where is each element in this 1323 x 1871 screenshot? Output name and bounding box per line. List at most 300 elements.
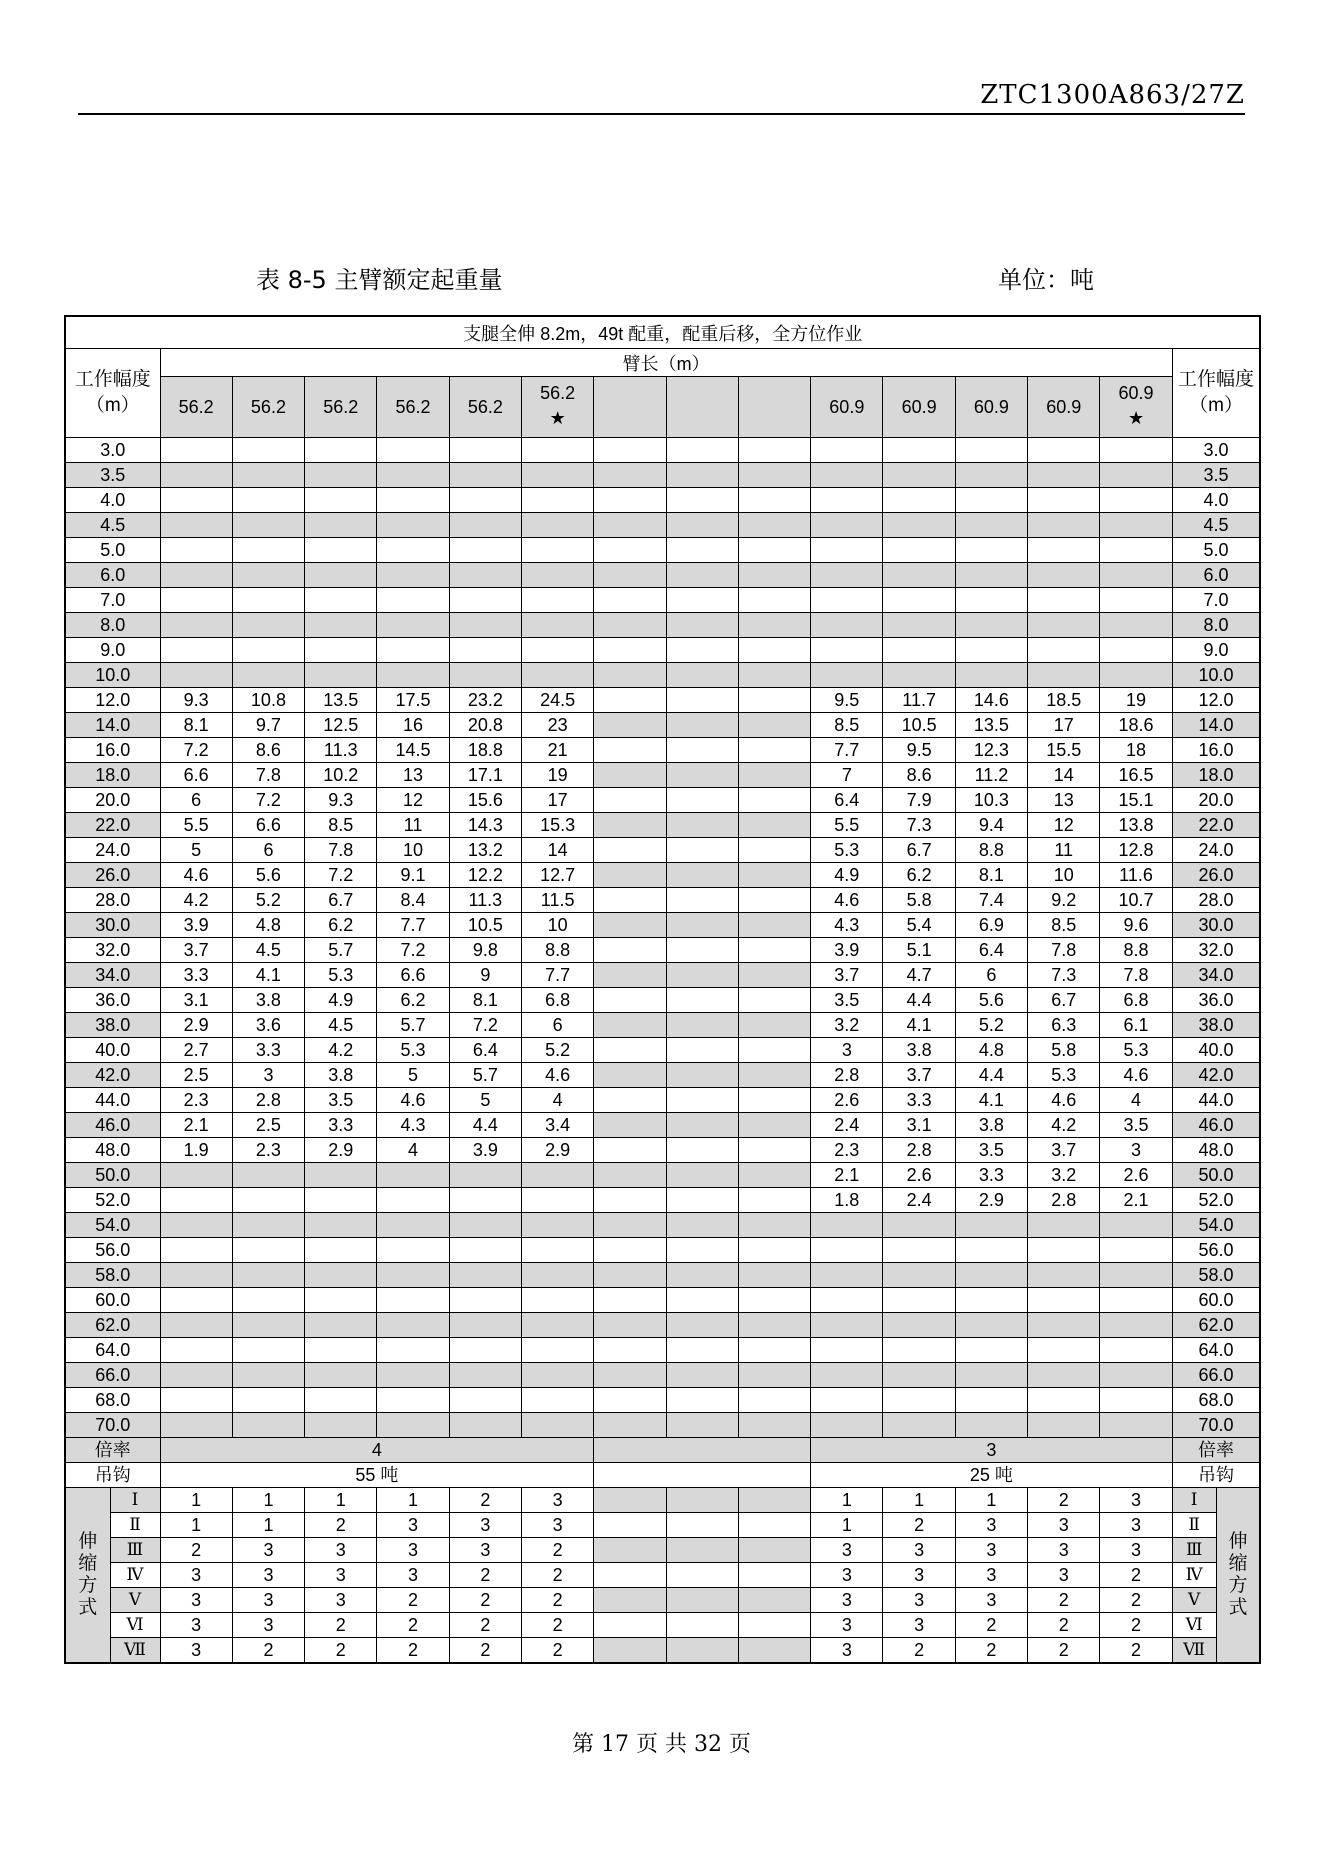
capacity-cell: [594, 613, 666, 638]
capacity-cell: 4.4: [449, 1113, 521, 1138]
radius-cell-right: 60.0: [1172, 1288, 1260, 1313]
boom-length-cell: [811, 377, 883, 438]
capacity-cell: 13: [1028, 788, 1100, 813]
radius-cell-left: 66.0: [65, 1363, 160, 1388]
capacity-cell: 12: [1028, 813, 1100, 838]
capacity-cell: [738, 1163, 810, 1188]
radius-cell-right: 42.0: [1172, 1063, 1260, 1088]
capacity-cell: [1100, 1413, 1172, 1438]
capacity-cell: 3: [1100, 1138, 1172, 1163]
radius-cell-left: 6.0: [65, 563, 160, 588]
telescoping-cell: 2: [1100, 1613, 1172, 1638]
capacity-cell: 8.5: [305, 813, 377, 838]
telescoping-cell: 3: [305, 1588, 377, 1613]
table-row: [65, 538, 1260, 563]
capacity-cell: [232, 463, 304, 488]
radius-cell-right: 40.0: [1172, 1038, 1260, 1063]
capacity-cell: 5.8: [883, 888, 955, 913]
telescoping-cell: 3: [1100, 1538, 1172, 1563]
radius-cell-left: 4.0: [65, 488, 160, 513]
radius-cell-left: 14.0: [65, 713, 160, 738]
radius-cell-right: 68.0: [1172, 1388, 1260, 1413]
capacity-cell: [738, 763, 810, 788]
capacity-cell: [449, 1338, 521, 1363]
capacity-cell: 5.3: [377, 1038, 449, 1063]
table-row: [65, 788, 1260, 813]
radius-cell-right: 50.0: [1172, 1163, 1260, 1188]
star-icon: ★: [549, 407, 566, 428]
capacity-cell: 5.3: [1100, 1038, 1172, 1063]
radius-cell-right: 66.0: [1172, 1363, 1260, 1388]
capacity-cell: [955, 1413, 1027, 1438]
telescoping-cell: 2: [305, 1513, 377, 1538]
hook-label: 吊钩: [65, 1463, 160, 1488]
capacity-cell: [377, 638, 449, 663]
capacity-cell: 2.3: [232, 1138, 304, 1163]
table-row: [65, 763, 1260, 788]
capacity-cell: [738, 688, 810, 713]
telescoping-cell: 2: [883, 1638, 955, 1664]
capacity-cell: [1100, 538, 1172, 563]
radius-cell-left: 3.5: [65, 463, 160, 488]
capacity-cell: [594, 1238, 666, 1263]
capacity-cell: 4: [377, 1138, 449, 1163]
telescoping-cell: 2: [449, 1563, 521, 1588]
capacity-cell: [738, 663, 810, 688]
capacity-cell: 5.2: [232, 888, 304, 913]
boom-length-value: 56.2: [250, 396, 286, 417]
capacity-cell: [738, 1188, 810, 1213]
star-icon: ★: [1127, 407, 1145, 428]
telescoping-cell: 2: [305, 1638, 377, 1664]
capacity-cell: [232, 1263, 304, 1288]
section-label-left: Ⅲ: [110, 1538, 160, 1563]
capacity-cell: 7.8: [1028, 938, 1100, 963]
telescoping-cell: 3: [232, 1563, 304, 1588]
telescoping-cell: 3: [305, 1538, 377, 1563]
boom-length-cell: [449, 377, 521, 438]
telescoping-cell: [666, 1538, 738, 1563]
capacity-cell: [666, 938, 738, 963]
capacity-cell: [955, 463, 1027, 488]
capacity-cell: [955, 1338, 1027, 1363]
table-row: [65, 1363, 1260, 1388]
capacity-cell: 10.3: [955, 788, 1027, 813]
radius-cell-left: 10.0: [65, 663, 160, 688]
capacity-cell: [449, 1313, 521, 1338]
capacity-cell: 6.7: [1028, 988, 1100, 1013]
telescoping-cell: 3: [449, 1538, 521, 1563]
capacity-cell: [305, 1188, 377, 1213]
radius-cell-right: 6.0: [1172, 563, 1260, 588]
capacity-cell: [160, 1263, 232, 1288]
capacity-cell: [594, 988, 666, 1013]
telescoping-cell: 3: [811, 1613, 883, 1638]
capacity-cell: [738, 838, 810, 863]
section-label-right: Ⅴ: [1172, 1588, 1216, 1613]
capacity-cell: [305, 1313, 377, 1338]
table-row: [65, 1188, 1260, 1213]
capacity-cell: 6.4: [811, 788, 883, 813]
table-row: [65, 1113, 1260, 1138]
radius-cell-left: 4.5: [65, 513, 160, 538]
telescoping-cell: 3: [377, 1563, 449, 1588]
capacity-cell: [521, 588, 593, 613]
table-row: [65, 588, 1260, 613]
capacity-cell: [594, 638, 666, 663]
capacity-cell: 8.1: [449, 988, 521, 1013]
capacity-cell: [594, 488, 666, 513]
capacity-cell: [377, 1413, 449, 1438]
telescoping-cell: 2: [232, 1638, 304, 1664]
capacity-cell: [955, 588, 1027, 613]
capacity-cell: 6: [160, 788, 232, 813]
capacity-cell: 4: [521, 1088, 593, 1113]
capacity-cell: [666, 1388, 738, 1413]
capacity-cell: [594, 1288, 666, 1313]
telescoping-cell: 2: [1028, 1638, 1100, 1664]
capacity-cell: 6.9: [955, 913, 1027, 938]
section-label-left: Ⅱ: [110, 1513, 160, 1538]
capacity-cell: [1100, 638, 1172, 663]
boom-length-value: 60.9: [1046, 396, 1082, 417]
capacity-cell: [1100, 1313, 1172, 1338]
table-row: [65, 563, 1260, 588]
telescoping-row: [65, 1513, 1260, 1538]
telescoping-cell: 3: [1100, 1513, 1172, 1538]
capacity-cell: [955, 1363, 1027, 1388]
telescoping-cell: [738, 1488, 810, 1513]
telescoping-cell: 3: [232, 1613, 304, 1638]
capacity-cell: [1028, 1288, 1100, 1313]
table-row: [65, 1413, 1260, 1438]
capacity-cell: 13.2: [449, 838, 521, 863]
table-row: [65, 1288, 1260, 1313]
capacity-cell: [160, 1163, 232, 1188]
telescoping-cell: 2: [521, 1563, 593, 1588]
table-row: [65, 988, 1260, 1013]
capacity-cell: [449, 488, 521, 513]
capacity-cell: 2.8: [811, 1063, 883, 1088]
capacity-cell: [883, 1338, 955, 1363]
capacity-cell: 10.7: [1100, 888, 1172, 913]
capacity-cell: 5.6: [955, 988, 1027, 1013]
capacity-cell: 4.1: [883, 1013, 955, 1038]
telescoping-cell: 3: [811, 1563, 883, 1588]
capacity-cell: [1028, 613, 1100, 638]
capacity-cell: [738, 1238, 810, 1263]
capacity-cell: 10.5: [449, 913, 521, 938]
radius-cell-left: 32.0: [65, 938, 160, 963]
radius-cell-right: 36.0: [1172, 988, 1260, 1013]
radius-cell-left: 44.0: [65, 1088, 160, 1113]
capacity-cell: [160, 1338, 232, 1363]
capacity-cell: [521, 438, 593, 463]
capacity-cell: [377, 1288, 449, 1313]
capacity-cell: [521, 488, 593, 513]
radius-cell-right: 9.0: [1172, 638, 1260, 663]
telescoping-cell: [666, 1638, 738, 1664]
capacity-cell: [377, 663, 449, 688]
radius-cell-right: 56.0: [1172, 1238, 1260, 1263]
capacity-cell: [594, 1213, 666, 1238]
capacity-cell: [1028, 1363, 1100, 1388]
radius-header-left: 工作幅度（m）: [65, 349, 160, 438]
capacity-cell: 3.3: [232, 1038, 304, 1063]
section-label-right: Ⅶ: [1172, 1638, 1216, 1664]
capacity-cell: 7.2: [377, 938, 449, 963]
capacity-cell: [666, 863, 738, 888]
capacity-cell: 6.8: [521, 988, 593, 1013]
capacity-cell: [160, 1188, 232, 1213]
capacity-cell: [738, 563, 810, 588]
capacity-cell: [1028, 438, 1100, 463]
telescoping-cell: [738, 1538, 810, 1563]
capacity-cell: [594, 538, 666, 563]
capacity-cell: [594, 1263, 666, 1288]
capacity-cell: [305, 1288, 377, 1313]
capacity-cell: 7.2: [232, 788, 304, 813]
capacity-cell: 8.6: [883, 763, 955, 788]
table-row: [65, 938, 1260, 963]
capacity-cell: 3.5: [811, 988, 883, 1013]
capacity-cell: [738, 788, 810, 813]
capacity-cell: [232, 1163, 304, 1188]
radius-cell-left: 3.0: [65, 438, 160, 463]
capacity-cell: 7.2: [305, 863, 377, 888]
telescoping-cell: 3: [1100, 1488, 1172, 1513]
table-row: [65, 1063, 1260, 1088]
capacity-cell: [232, 1388, 304, 1413]
radius-cell-left: 28.0: [65, 888, 160, 913]
radius-cell-right: 48.0: [1172, 1138, 1260, 1163]
radius-cell-left: 36.0: [65, 988, 160, 1013]
capacity-cell: 2.6: [883, 1163, 955, 1188]
capacity-cell: [666, 613, 738, 638]
radius-cell-right: 7.0: [1172, 588, 1260, 613]
capacity-cell: [377, 1263, 449, 1288]
capacity-cell: 8.4: [377, 888, 449, 913]
table-row: [65, 513, 1260, 538]
table-row: [65, 663, 1260, 688]
capacity-cell: 3: [811, 1038, 883, 1063]
telescoping-cell: 2: [1028, 1488, 1100, 1513]
capacity-cell: [811, 1238, 883, 1263]
radius-cell-right: 38.0: [1172, 1013, 1260, 1038]
capacity-cell: [666, 563, 738, 588]
capacity-cell: [232, 1213, 304, 1238]
capacity-cell: [377, 1388, 449, 1413]
radius-header-right: 工作幅度（m）: [1172, 349, 1260, 438]
capacity-cell: [377, 1363, 449, 1388]
capacity-cell: [738, 1213, 810, 1238]
capacity-cell: [594, 1063, 666, 1088]
capacity-cell: [666, 1213, 738, 1238]
capacity-cell: 15.1: [1100, 788, 1172, 813]
capacity-cell: 4.8: [232, 913, 304, 938]
capacity-cell: [955, 563, 1027, 588]
capacity-cell: 9.4: [955, 813, 1027, 838]
telescoping-cell: [594, 1588, 666, 1613]
capacity-cell: [738, 938, 810, 963]
capacity-cell: [955, 638, 1027, 663]
radius-cell-left: 62.0: [65, 1313, 160, 1338]
capacity-cell: [449, 613, 521, 638]
radius-cell-left: 54.0: [65, 1213, 160, 1238]
capacity-cell: [1100, 1338, 1172, 1363]
radius-cell-right: 44.0: [1172, 1088, 1260, 1113]
capacity-cell: 1.9: [160, 1138, 232, 1163]
table-row: [65, 438, 1260, 463]
capacity-cell: [1100, 1363, 1172, 1388]
capacity-cell: [955, 1288, 1027, 1313]
capacity-cell: 6.2: [305, 913, 377, 938]
capacity-cell: 5.2: [955, 1013, 1027, 1038]
capacity-cell: [232, 1238, 304, 1263]
section-label-left: Ⅵ: [110, 1613, 160, 1638]
label-char: 缩: [78, 1553, 98, 1574]
capacity-cell: [666, 738, 738, 763]
capacity-cell: [738, 1313, 810, 1338]
capacity-cell: 4: [1100, 1088, 1172, 1113]
radius-cell-left: 56.0: [65, 1238, 160, 1263]
capacity-cell: [521, 613, 593, 638]
capacity-cell: 4.9: [305, 988, 377, 1013]
capacity-cell: [666, 1138, 738, 1163]
table-row: [65, 1163, 1260, 1188]
table-row: [65, 813, 1260, 838]
capacity-cell: [738, 813, 810, 838]
capacity-cell: [666, 663, 738, 688]
capacity-cell: [738, 713, 810, 738]
capacity-cell: 2.9: [160, 1013, 232, 1038]
capacity-cell: [811, 1313, 883, 1338]
capacity-cell: [449, 663, 521, 688]
capacity-cell: [955, 663, 1027, 688]
capacity-cell: [305, 1413, 377, 1438]
condition-caption: 支腿全伸 8.2m，49t 配重，配重后移，全方位作业: [65, 316, 1260, 349]
capacity-cell: [1028, 463, 1100, 488]
capacity-cell: 13.8: [1100, 813, 1172, 838]
capacity-cell: [883, 1238, 955, 1263]
capacity-cell: 6.3: [1028, 1013, 1100, 1038]
capacity-cell: 3.8: [305, 1063, 377, 1088]
capacity-cell: 8.1: [955, 863, 1027, 888]
capacity-cell: [738, 438, 810, 463]
radius-cell-left: 34.0: [65, 963, 160, 988]
capacity-cell: [1100, 488, 1172, 513]
capacity-cell: 6.7: [883, 838, 955, 863]
capacity-cell: 2.5: [160, 1063, 232, 1088]
capacity-cell: [377, 588, 449, 613]
capacity-cell: 7.7: [377, 913, 449, 938]
capacity-cell: [449, 438, 521, 463]
capacity-cell: 3.3: [883, 1088, 955, 1113]
capacity-cell: [738, 613, 810, 638]
capacity-cell: 18.8: [449, 738, 521, 763]
capacity-cell: [955, 1388, 1027, 1413]
telescoping-cell: 3: [955, 1588, 1027, 1613]
capacity-cell: [883, 438, 955, 463]
capacity-cell: [738, 463, 810, 488]
telescoping-cell: 1: [811, 1488, 883, 1513]
capacity-cell: 2.9: [955, 1188, 1027, 1213]
capacity-cell: [883, 513, 955, 538]
capacity-cell: [811, 1288, 883, 1313]
capacity-cell: 16: [377, 713, 449, 738]
capacity-cell: 10.5: [883, 713, 955, 738]
capacity-cell: [738, 588, 810, 613]
capacity-cell: 5.5: [811, 813, 883, 838]
capacity-cell: [666, 513, 738, 538]
capacity-cell: [594, 1413, 666, 1438]
capacity-cell: [955, 613, 1027, 638]
telescoping-cell: 3: [232, 1588, 304, 1613]
telescoping-cell: 3: [377, 1513, 449, 1538]
capacity-cell: [305, 588, 377, 613]
capacity-cell: [1028, 1213, 1100, 1238]
capacity-cell: [521, 463, 593, 488]
hook-left: 55 吨: [160, 1463, 594, 1488]
radius-cell-left: 68.0: [65, 1388, 160, 1413]
capacity-cell: [232, 1363, 304, 1388]
capacity-cell: 14.6: [955, 688, 1027, 713]
capacity-cell: [738, 863, 810, 888]
telescoping-cell: 3: [883, 1538, 955, 1563]
table-row: [65, 463, 1260, 488]
capacity-cell: 3.3: [160, 963, 232, 988]
boom-length-cell: [883, 377, 955, 438]
capacity-cell: [1028, 1263, 1100, 1288]
telescoping-cell: 1: [811, 1513, 883, 1538]
radius-cell-left: 5.0: [65, 538, 160, 563]
table-row: [65, 488, 1260, 513]
capacity-cell: [449, 1188, 521, 1213]
capacity-cell: 10: [1028, 863, 1100, 888]
capacity-cell: [1100, 663, 1172, 688]
capacity-cell: 3.8: [883, 1038, 955, 1063]
capacity-cell: 9.5: [811, 688, 883, 713]
capacity-cell: 2.6: [1100, 1163, 1172, 1188]
capacity-cell: [883, 1363, 955, 1388]
capacity-cell: [305, 1213, 377, 1238]
telescoping-cell: 1: [160, 1513, 232, 1538]
telescoping-cell: 2: [377, 1613, 449, 1638]
capacity-cell: [738, 1363, 810, 1388]
table-row: [65, 1388, 1260, 1413]
capacity-cell: 5.7: [305, 938, 377, 963]
boom-length-cell: [594, 377, 666, 438]
capacity-cell: [666, 1338, 738, 1363]
capacity-cell: [738, 488, 810, 513]
telescoping-cell: 3: [955, 1538, 1027, 1563]
capacity-cell: 20.8: [449, 713, 521, 738]
radius-cell-left: 70.0: [65, 1413, 160, 1438]
capacity-cell: [666, 788, 738, 813]
capacity-cell: 3.2: [811, 1013, 883, 1038]
capacity-cell: 4.9: [811, 863, 883, 888]
telescoping-cell: 2: [1100, 1588, 1172, 1613]
radius-cell-left: 52.0: [65, 1188, 160, 1213]
capacity-cell: 8.8: [955, 838, 1027, 863]
telescoping-cell: 3: [160, 1613, 232, 1638]
capacity-cell: 15.3: [521, 813, 593, 838]
capacity-cell: 2.8: [883, 1138, 955, 1163]
capacity-cell: 7.9: [883, 788, 955, 813]
capacity-cell: [449, 513, 521, 538]
capacity-cell: [594, 1313, 666, 1338]
radius-cell-left: 7.0: [65, 588, 160, 613]
